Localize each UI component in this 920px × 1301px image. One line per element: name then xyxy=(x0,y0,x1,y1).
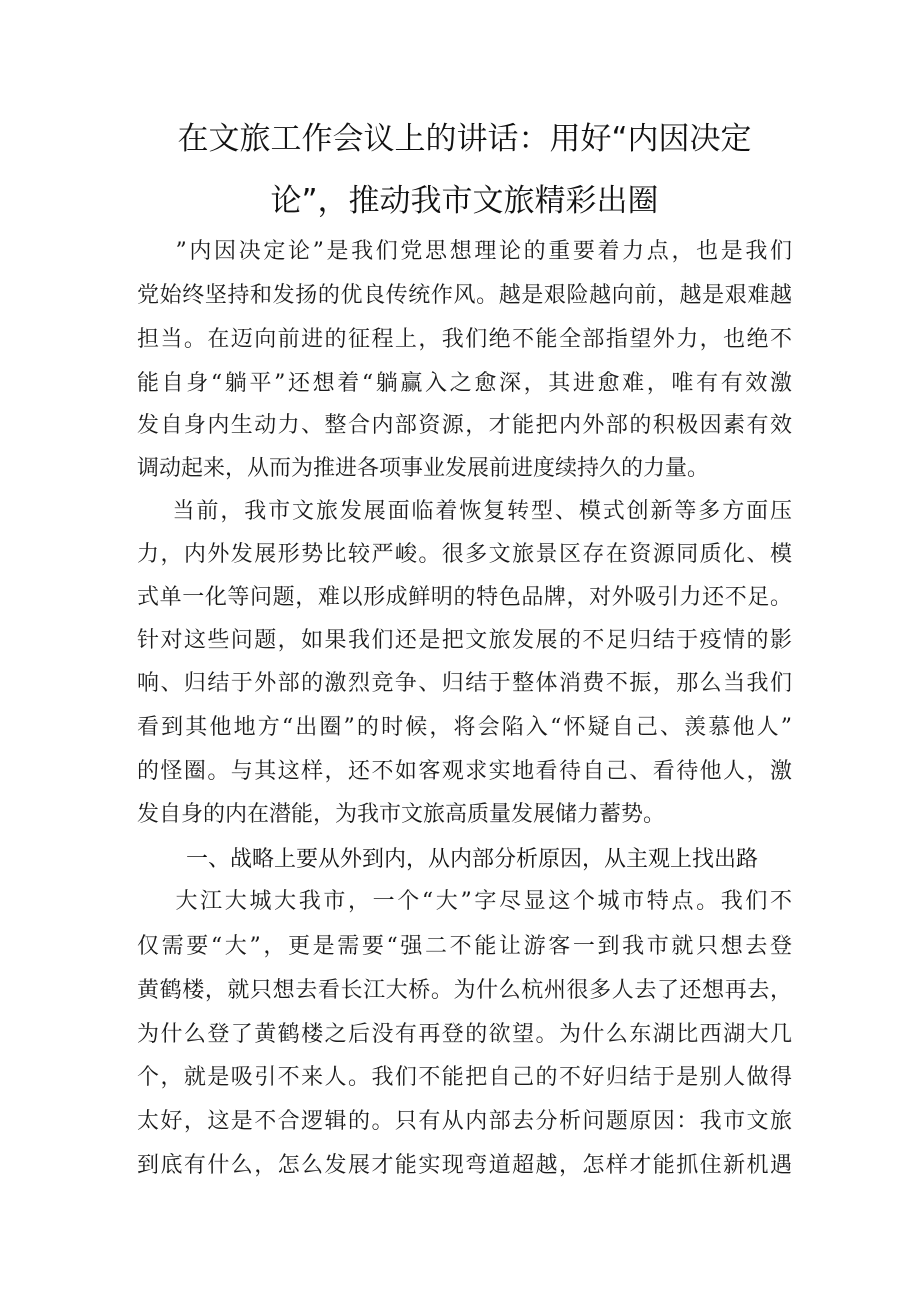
text-line: 仅需要“大”，更是需要“强二不能让游客一到我市就只想去登 xyxy=(137,934,792,959)
text-line: 为什么登了黄鹤楼之后没有再登的欲望。为什么东湖比西湖大几 xyxy=(137,1022,792,1047)
text-line: 响、归结于外部的激烈竞争、归结于整体消费不振，那么当我们 xyxy=(137,671,792,696)
text-line: 式单一化等问题，难以形成鲜明的特色品牌，对外吸引力还不足。 xyxy=(137,585,792,610)
text-line: 党始终坚持和发扬的优良传统作风。越是艰险越向前，越是艰难越 xyxy=(137,283,792,308)
text-line: 看到其他地方“出圈”的时候，将会陷入“怀疑自己、羡慕他人” xyxy=(137,715,792,740)
text-line: 发自身内生动力、整合内部资源，才能把内外部的积极因素有效 xyxy=(137,413,792,438)
text-line: 大江大城大我市，一个“大”字尽显这个城市特点。我们不 xyxy=(137,889,792,914)
text-line: 到底有什么，怎么发展才能实现弯道超越，怎样才能抓住新机遇 xyxy=(137,1153,792,1178)
text-line: 黄鹤楼，就只想去看长江大桥。为什么杭州很多人去了还想再去， xyxy=(137,978,792,1003)
text-line: 调动起来，从而为推进各项事业发展前进度续持久的力量。 xyxy=(137,456,710,481)
text-line: 力，内外发展形势比较严峻。很多文旅景区存在资源同质化、模 xyxy=(137,542,792,567)
text-line: 针对这些问题，如果我们还是把文旅发展的不足归结于疫情的影 xyxy=(137,628,792,653)
text-line: ”内因决定论”是我们党思想理论的重要着力点，也是我们 xyxy=(137,239,792,264)
text-line: 担当。在迈向前进的征程上，我们绝不能全部指望外力，也绝不 xyxy=(137,327,792,352)
document-title-line-1: 在文旅工作会议上的讲话：用好“内因决定 xyxy=(177,121,752,157)
section-heading-1: 一、战略上要从外到内，从内部分析原因，从主观上找出路 xyxy=(186,847,759,872)
document-title-line-2: 论”，推动我市文旅精彩出圈 xyxy=(270,183,659,219)
text-line: 个，就是吸引不来人。我们不能把自己的不好归结于是别人做得 xyxy=(137,1065,792,1090)
text-line: 发自身的内在潜能，为我市文旅高质量发展储力蓄势。 xyxy=(137,802,666,827)
text-line: 能自身“躺平”还想着“躺赢入之愈深，其进愈难，唯有有效激 xyxy=(137,371,792,396)
text-line: 当前，我市文旅发展面临着恢复转型、模式创新等多方面压 xyxy=(137,499,792,524)
text-line: 太好，这是不合逻辑的。只有从内部去分析问题原因：我市文旅 xyxy=(137,1109,792,1134)
text-line: 的怪圈。与其这样，还不如客观求实地看待自己、看待他人，激 xyxy=(137,759,792,784)
